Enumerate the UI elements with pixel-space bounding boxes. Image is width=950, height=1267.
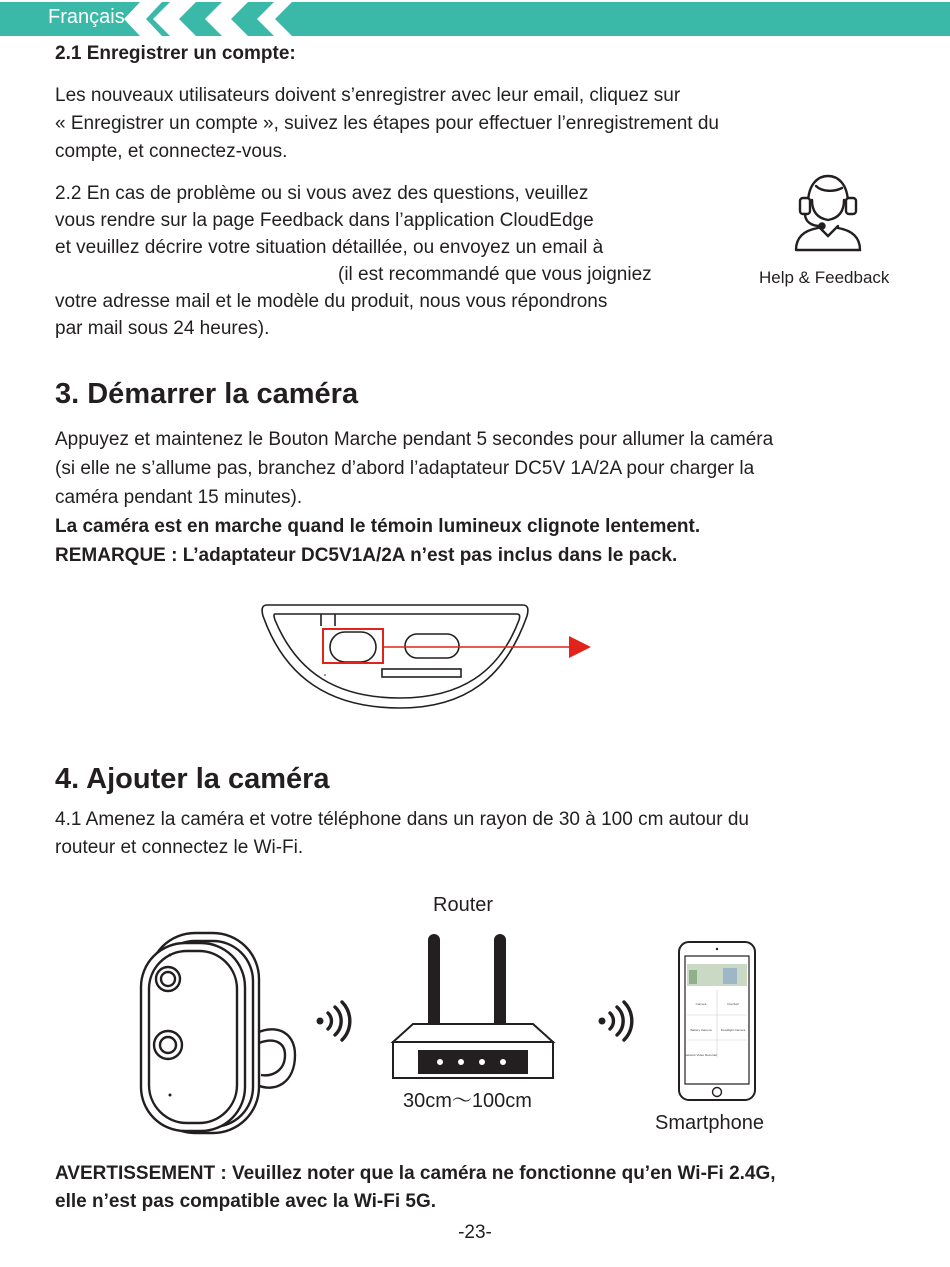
smartphone-label: Smartphone <box>655 1112 764 1134</box>
phone-tile-label: Floodlight Camera <box>720 1028 746 1032</box>
section-2-1-text <box>55 82 719 166</box>
router-label: Router <box>433 894 494 916</box>
text-line: Les nouveaux utilisateurs doivent s’enregistrer avec leur email, cliquez sur <box>55 85 681 106</box>
text-line: (il est recommandé que vous joigniez <box>338 264 652 285</box>
camera-bottom-diagram <box>255 598 600 720</box>
wifi-signal-icon <box>596 1000 636 1042</box>
distance-label: 30cm～100cm <box>403 1090 532 1112</box>
router-led-panel <box>418 1050 528 1074</box>
antenna <box>428 934 440 1032</box>
section-4-title: 4. Ajouter la caméra <box>55 763 330 795</box>
phone-tile-label: Doorbell <box>727 1002 739 1006</box>
indicator-dot <box>169 1094 172 1097</box>
section-2-1-title: 2.1 Enregistrer un compte: <box>55 43 296 64</box>
antenna <box>494 934 506 1032</box>
help-feedback-label: Help & Feedback <box>759 268 890 287</box>
text-line: routeur et connectez le Wi-Fi. <box>55 837 304 858</box>
text-line-bold: La caméra est en marche quand le témoin lumineux clignote lentement. <box>55 516 701 537</box>
section-3-text <box>55 425 773 570</box>
text-line: 4.1 Amenez la caméra et votre téléphone dans un rayon de 30 à 100 cm autour du <box>55 809 749 830</box>
power-button-highlight <box>323 629 383 663</box>
smartphone-illustration <box>677 940 757 1102</box>
wifi-signal-icon <box>314 1000 354 1042</box>
text-line: votre adresse mail et le modèle du produit, nous vous répondrons <box>55 291 608 312</box>
indicator-dot <box>324 674 326 676</box>
text-line-bold: elle n’est pas compatible avec la Wi-Fi 5G. <box>55 1191 437 1212</box>
phone-tile-label: Camera <box>695 1002 707 1006</box>
section-2-2-text <box>55 180 735 342</box>
section-4-text <box>55 806 749 862</box>
language-header-bar <box>0 2 950 36</box>
text-line: Appuyez et maintenez le Bouton Marche pendant 5 secondes pour allumer la caméra <box>55 429 774 450</box>
text-line: compte, et connectez-vous. <box>55 141 288 162</box>
page-number: -23- <box>458 1222 492 1243</box>
headset-support-icon <box>788 170 868 255</box>
warning-text <box>55 1160 776 1216</box>
arrow-right-icon <box>569 636 591 658</box>
text-line: « Enregistrer un compte », suivez les étapes pour effectuer l’enregistrement du <box>55 113 719 134</box>
text-line: et veuillez décrire votre situation détaillée, ou envoyez un email à <box>55 237 604 258</box>
text-line: caméra pendant 15 minutes). <box>55 487 303 508</box>
text-line: par mail sous 24 heures). <box>55 318 270 339</box>
language-label: Français <box>48 6 125 28</box>
section-3-title: 3. Démarrer la caméra <box>55 378 359 410</box>
text-line-bold: AVERTISSEMENT : Veuillez noter que la caméra ne fonctionne qu’en Wi-Fi 2.4G, <box>55 1163 776 1184</box>
text-line: vous rendre sur la page Feedback dans l’application CloudEdge <box>55 210 594 231</box>
text-line: 2.2 En cas de problème ou si vous avez des questions, veuillez <box>55 183 589 204</box>
text-line-bold: REMARQUE : L’adaptateur DC5V1A/2A n’est pas inclus dans le pack. <box>55 545 678 566</box>
text-line: (si elle ne s’allume pas, branchez d’abord l’adaptateur DC5V 1A/2A pour charger la <box>55 458 755 479</box>
camera-device-illustration <box>135 925 305 1140</box>
phone-tile-label: Network Video Recorder <box>684 1053 718 1057</box>
indicator-dot <box>169 954 172 957</box>
router-illustration <box>385 928 560 1088</box>
phone-tile-label: Battery Camera <box>690 1028 712 1032</box>
